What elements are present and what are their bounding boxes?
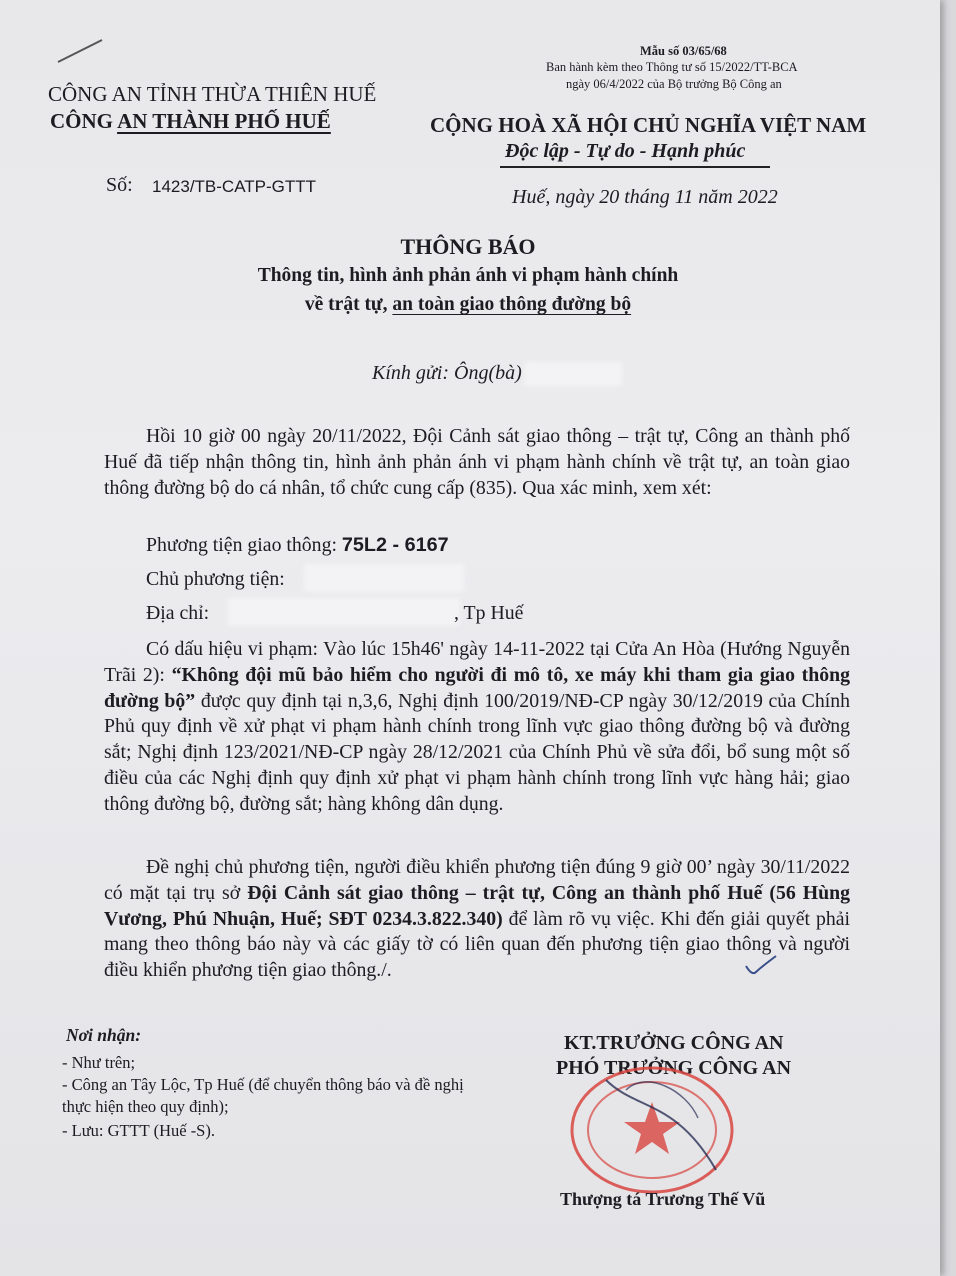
violation-paragraph (104, 637, 850, 818)
agency-underlined: AN THÀNH PHỐ HUẾ (117, 109, 331, 133)
recipient-item: - Như trên; (62, 1053, 136, 1072)
address-field (146, 602, 209, 625)
place-date: Huế, ngày 20 tháng 11 năm 2022 (512, 186, 778, 208)
pen-tick-icon (744, 952, 780, 980)
pen-stroke-icon (56, 36, 106, 66)
signer-name: Thượng tá Trương Thế Vũ (560, 1189, 766, 1209)
signature-title-2: PHÓ TRƯỞNG CÔNG AN (556, 1057, 792, 1079)
request-office: Đội Cảnh sát giao thông – trật tự, Công an thành phố Huế (56 Hùng Vương, Phú Nhuận, Huế; SĐT 0234.3.822.340) (104, 881, 851, 930)
intro-paragraph: Hồi 10 giờ 00 ngày 20/11/2022, Đội Cảnh sát giao thông – trật tự, Công an thành phố Huế đã tiếp nhận thông tin, hình ảnh phản ánh vi phạm hành chính về trật tự, an toàn giao thông đường bộ do cá nhân, tổ chức cung cấp (835). Qua xác minh, xem xét: (104, 425, 850, 499)
violation-description: “Không đội mũ bảo hiểm cho người đi mô tô, xe máy khi tham gia giao thông đường bộ” (104, 663, 851, 712)
doc-number-label: Số: (106, 174, 133, 196)
request-paragraph (104, 855, 850, 984)
address-city: , Tp Huế (454, 602, 524, 624)
redacted-owner (304, 564, 464, 592)
doc-title: THÔNG BÁO (400, 234, 536, 259)
national-title: CỘNG HOÀ XÃ HỘI CHỦ NGHĨA VIỆT NAM (430, 113, 867, 137)
redacted-address (228, 598, 460, 626)
request-prefix: Đề nghị chủ phương tiện, người điều khiển phương tiện đúng 9 giờ 00’ ngày 30/11/2022 có mặt tại trụ sở (104, 856, 850, 904)
redacted-name (524, 362, 622, 386)
vehicle-label: Phương tiện giao thông: (146, 534, 342, 556)
greeting: Kính gửi: Ông(bà) (372, 362, 522, 384)
doc-number: 1423/TB-CATP-GTTT (152, 177, 317, 196)
subtitle-underlined: an toàn giao thông đường bộ (392, 294, 632, 315)
form-issue-line: Ban hành kèm theo Thông tư số 15/2022/TT-BCA (546, 60, 798, 74)
national-motto: Độc lập - Tự do - Hạnh phúc (505, 140, 746, 162)
owner-label: Chủ phương tiện: (146, 568, 285, 590)
violation-prefix: Có dấu hiệu vi phạm: Vào lúc 15h46' ngày 14-11-2022 tại Cửa An Hòa (Hướng Nguyễn Trãi 2): (104, 638, 850, 686)
violation-legal-basis: được quy định tại n,3,6, Nghị định 100/2019/NĐ-CP ngày 30/12/2019 của Chính Phủ quy định về xử phạt vi phạm hành chính trong lĩnh vực giao thông đường bộ và đường sắt; Nghị định 123/2021/NĐ-CP ngày 28/12/2021 của Chính Phủ về sửa đổi, bổ sung một số điều của các Nghị định quy định xử phạt vi phạm hành chính trong lĩnh vực hàng hải; giao thông đường bộ, đường sắt; hàng không dân dụng. (104, 689, 850, 815)
motto-underline (500, 166, 770, 168)
recipient-item: - Công an Tây Lộc, Tp Huế (để chuyển thông báo và đề nghị thực hiện theo quy định); (62, 1075, 464, 1116)
address-label: Địa chỉ: (146, 602, 210, 624)
doc-subtitle-2 (0, 294, 946, 316)
request-suffix: để làm rõ vụ việc. Khi đến giải quyết phải mang theo thông báo này và các giấy tờ có liên quan đến phương tiện giao thông và người điều khiển phương tiện giao thông./. (104, 907, 851, 982)
agency-prefix: CÔNG (50, 109, 118, 133)
vehicle-field (146, 534, 449, 557)
signature-title-1: KT.TRƯỞNG CÔNG AN (564, 1032, 784, 1054)
form-issue-date: ngày 06/4/2022 của Bộ trưởng Bộ Công an (566, 77, 782, 91)
form-number: Mẫu số 03/65/68 (640, 44, 727, 58)
vehicle-plate: 75L2 - 6167 (341, 534, 449, 556)
doc-subtitle-1: Thông tin, hình ảnh phản ánh vi phạm hành chính (257, 265, 679, 286)
owner-field (146, 568, 285, 591)
agency-parent: CÔNG AN TỈNH THỪA THIÊN HUẾ (48, 82, 377, 106)
recipient-item: - Lưu: GTTT (Huế -S). (62, 1121, 215, 1140)
subtitle-prefix: về trật tự, (304, 294, 393, 315)
red-seal-icon (566, 1060, 734, 1196)
recipients-title: Nơi nhận: (66, 1025, 142, 1045)
agency-name (50, 109, 331, 134)
